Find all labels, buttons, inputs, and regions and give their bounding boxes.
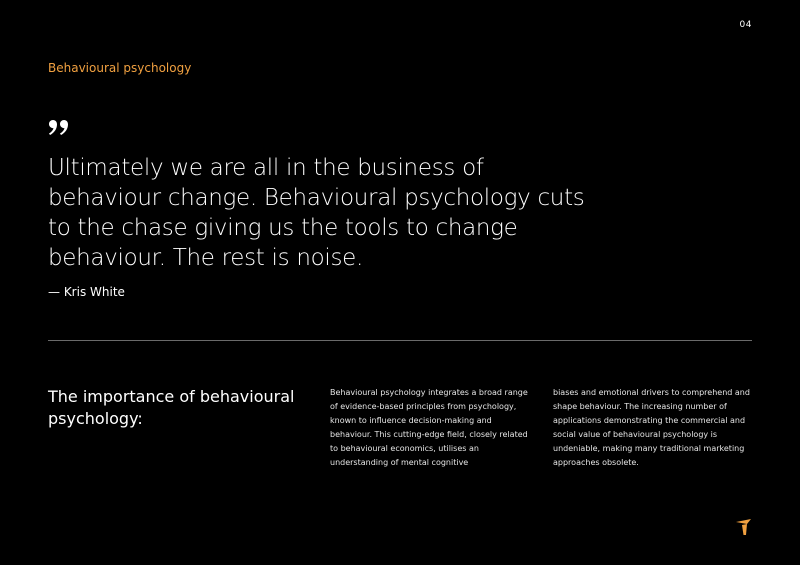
section-label: Behavioural psychology — [48, 61, 192, 75]
divider — [48, 340, 752, 341]
body-column-1: Behavioural psychology integrates a broad range of evidence-based principles from psychology, known to influence decision-making and behaviour. This cutting-edge field, closely related to behavioural economics, utilises an understanding of mental cognitive — [330, 388, 528, 467]
body-column-2: biases and emotional drivers to comprehend and shape behaviour. The increasing number of applications demonstrating the commercial and social value of behavioural psychology is undeniable, making many traditional marketing approaches obsolete. — [553, 388, 750, 467]
quote-text: Ultimately we are all in the business of behaviour change. Behavioural psychology cuts to the chase giving us the tools to change behaviour. The rest is noise. — [48, 155, 585, 271]
quote-mark-icon — [48, 120, 70, 142]
importance-heading: The importance of behavioural psychology: — [48, 387, 295, 428]
brand-logo-icon — [736, 518, 752, 536]
quote-attribution: — Kris White — [48, 285, 125, 299]
page-number: 04 — [739, 20, 752, 30]
